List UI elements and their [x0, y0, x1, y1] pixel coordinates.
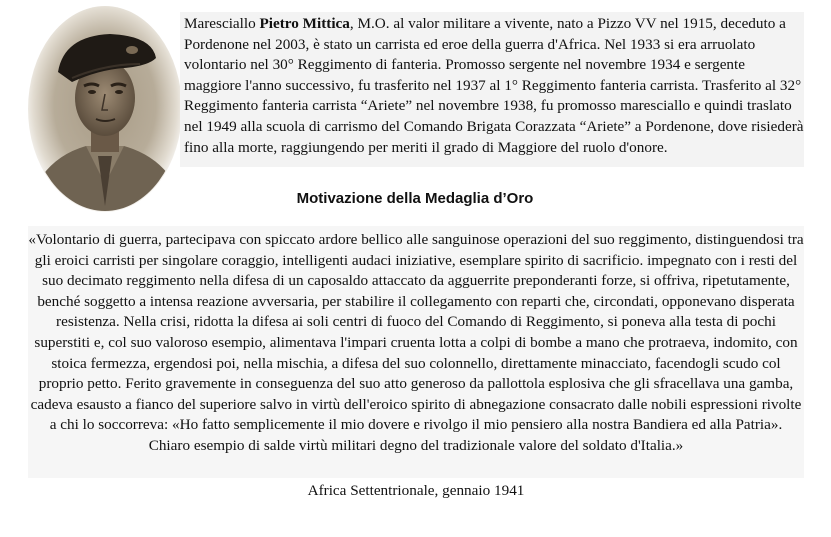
bio-text: , M.O. al valor militare a vivente, nato a Pizzo VV nel 1915, deceduto a Pordenone nel 2003, è stato un carrista ed eroe della guerra d'Africa. Nel 1933 si era arruolato volontario nel 30° Reggimento di fanteria. Promosso sergente nel novembre 1934 e sergente maggiore l'anno successivo, fu trasferito nel 1937 al 1° Reggimento fanteria carrista. Trasferito al 32° Reggimento fanteria carrista “Ariete” nel novembre 1938, fu promosso maresciallo e quindi traslato nel 1949 alla scuola di carrismo del Comando Brigata Corazzata “Ariete” a Pordenone, dove risiederà fino alla morte, raggiungendo per meriti il grado di Maggiore del ruolo d'onore. [184, 15, 804, 156]
portrait-photo [28, 6, 182, 212]
medal-motivation: «Volontario di guerra, partecipava con spiccato ardore bellico alle sanguinose operazioni del suo reggimento, distinguendosi tra gli eroici carristi per singolare coraggio, intelligenti audaci iniziative, esemplare spirito di sacrificio. impegnato con i resti del suo decimato reggimento nella difesa di un caposaldo attaccato da agguerrite preponderanti forze, si offriva, ripetutamente, benché soggetto a intensa reazione avversaria, per stabilire il collegamento con reparti che, circondati, opponevano disperata resistenza. Nella crisi, ridotta la difesa ai soli centri di fuoco del Comando di Reggimento, si poneva alla testa di pochi superstiti e, col suo valoroso esempio, alimentava l'impari cruenta lotta a colpi di bombe a mano che protraeva, indomito, con stoica fermezza, ergendosi poi, nella mischia, a difesa del suo colonnello, direttamente minacciato, facendogli scudo col proprio petto. Ferito gravemente in conseguenza del suo atto generoso da pallottola esplosiva che gli sfracellava una gamba, cadeva esausto a fianco del superiore salvo in virtù dell'eroico spirito di abnegazione consacrato dalle nobili espressioni rivolte a chi lo soccorreva: «Ho fatto semplicemente il mio dovere e rivolgo il mio pensiero alla nostra Bandiera ed alla Patria». Chiaro esempio di salde virtù militari degno del tradizionale valore del soldato d'Italia.» [28, 231, 804, 454]
medal-heading: Motivazione della Medaglia d’Oro [296, 190, 534, 207]
place-date: Africa Settentrionale, gennaio 1941 [307, 482, 525, 499]
bio-prefix: Maresciallo [184, 15, 260, 32]
portrait-image [28, 6, 182, 212]
soldier-name: Pietro Mittica [259, 15, 350, 32]
biography-paragraph [184, 14, 804, 158]
